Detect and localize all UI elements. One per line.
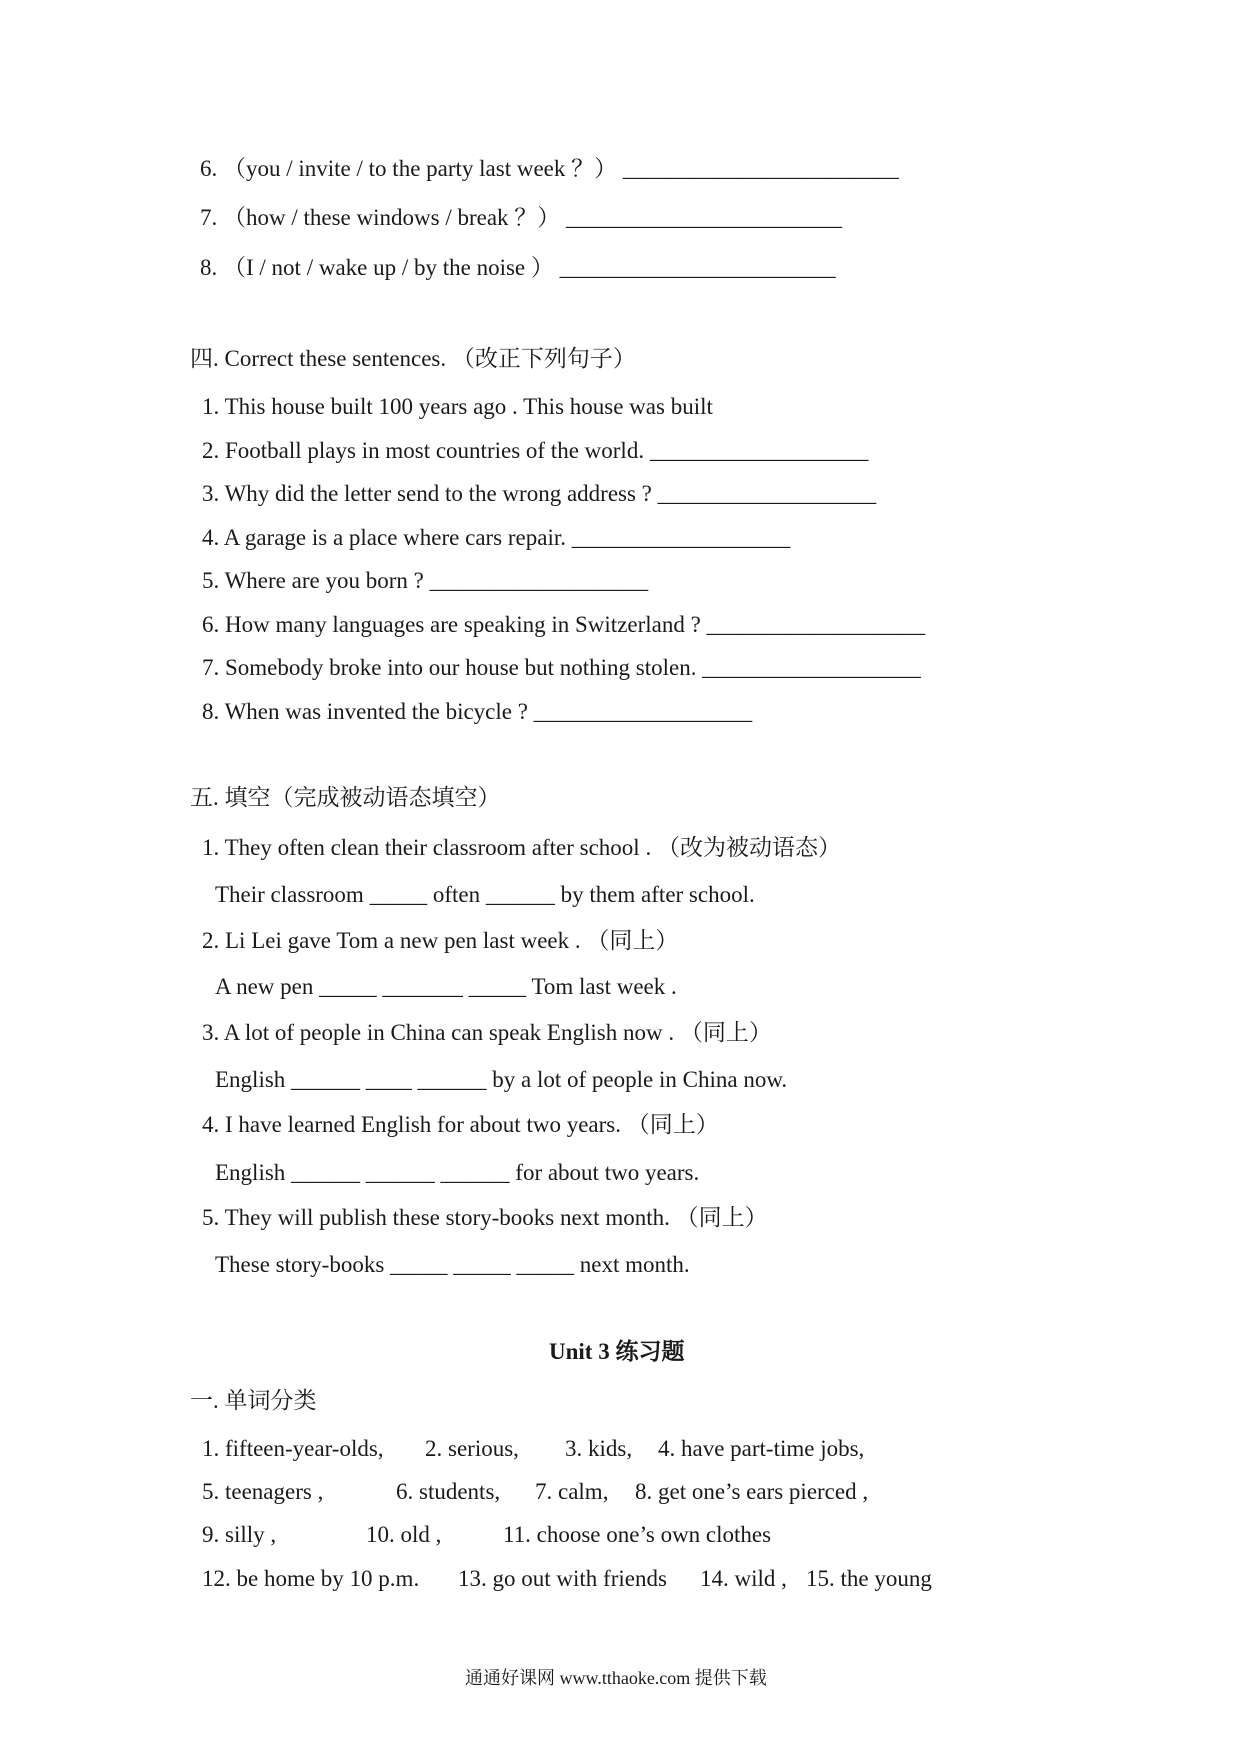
fill-question-1: 1. They often clean their classroom after school . （改为被动语态） xyxy=(202,835,841,860)
fill-answer-5: These story-books _____ _____ _____ next month. xyxy=(215,1252,690,1277)
fill-answer-2: A new pen _____ _______ _____ Tom last week . xyxy=(215,974,677,999)
word-item: 10. old , xyxy=(366,1522,442,1547)
correct-item-8: 8. When was invented the bicycle ? ___________________ xyxy=(202,699,753,724)
word-item: 12. be home by 10 p.m. xyxy=(202,1566,420,1591)
sentence-6: 6. （you / invite / to the party last week ？） ________________________ xyxy=(200,156,899,181)
sentence-7: 7. （how / these windows / break ？） ________________________ xyxy=(200,205,843,230)
word-item: 15. the young xyxy=(806,1566,932,1591)
fill-question-3: 3. A lot of people in China can speak English now . （同上） xyxy=(202,1020,772,1045)
correct-item-5: 5. Where are you born ? ___________________ xyxy=(202,568,649,593)
section-5-heading: 五. 填空（完成被动语态填空） xyxy=(190,785,501,810)
sentence-8: 8. （I / not / wake up / by the noise ） ________________________ xyxy=(200,255,836,280)
fill-question-5: 5. They will publish these story-books next month. （同上） xyxy=(202,1205,768,1230)
unit-3-title: Unit 3 练习题 xyxy=(549,1339,685,1364)
page-footer: 通通好课网 www.tthaoke.com 提供下载 xyxy=(465,1668,767,1688)
word-item: 5. teenagers , xyxy=(202,1479,324,1504)
word-item: 11. choose one’s own clothes xyxy=(503,1522,772,1547)
correct-item-1: 1. This house built 100 years ago . This house was built xyxy=(202,394,713,419)
fill-question-2: 2. Li Lei gave Tom a new pen last week . （同上） xyxy=(202,928,679,953)
word-item: 3. kids, xyxy=(565,1436,633,1461)
word-item: 8. get one’s ears pierced , xyxy=(635,1479,869,1504)
fill-answer-3: English ______ ____ ______ by a lot of people in China now. xyxy=(215,1067,788,1092)
unit-3-heading: 一. 单词分类 xyxy=(190,1388,317,1413)
correct-item-4: 4. A garage is a place where cars repair. ___________________ xyxy=(202,525,791,550)
word-item: 9. silly , xyxy=(202,1522,277,1547)
word-item: 13. go out with friends xyxy=(458,1566,667,1591)
word-item: 6. students, xyxy=(396,1479,501,1504)
correct-item-7: 7. Somebody broke into our house but nothing stolen. ___________________ xyxy=(202,655,921,680)
section-4-heading: 四. Correct these sentences. （改正下列句子） xyxy=(190,346,636,371)
correct-item-2: 2. Football plays in most countries of the world. ___________________ xyxy=(202,438,869,463)
word-item: 4. have part-time jobs, xyxy=(658,1436,865,1461)
fill-answer-1: Their classroom _____ often ______ by them after school. xyxy=(215,882,755,907)
word-item: 14. wild , xyxy=(700,1566,787,1591)
word-item: 7. calm, xyxy=(535,1479,609,1504)
fill-answer-4: English ______ ______ ______ for about two years. xyxy=(215,1160,700,1185)
word-item: 2. serious, xyxy=(425,1436,519,1461)
fill-question-4: 4. I have learned English for about two years. （同上） xyxy=(202,1112,719,1137)
correct-item-3: 3. Why did the letter send to the wrong address ? ___________________ xyxy=(202,481,877,506)
correct-item-6: 6. How many languages are speaking in Switzerland ? ___________________ xyxy=(202,612,926,637)
word-item: 1. fifteen-year-olds, xyxy=(202,1436,384,1461)
